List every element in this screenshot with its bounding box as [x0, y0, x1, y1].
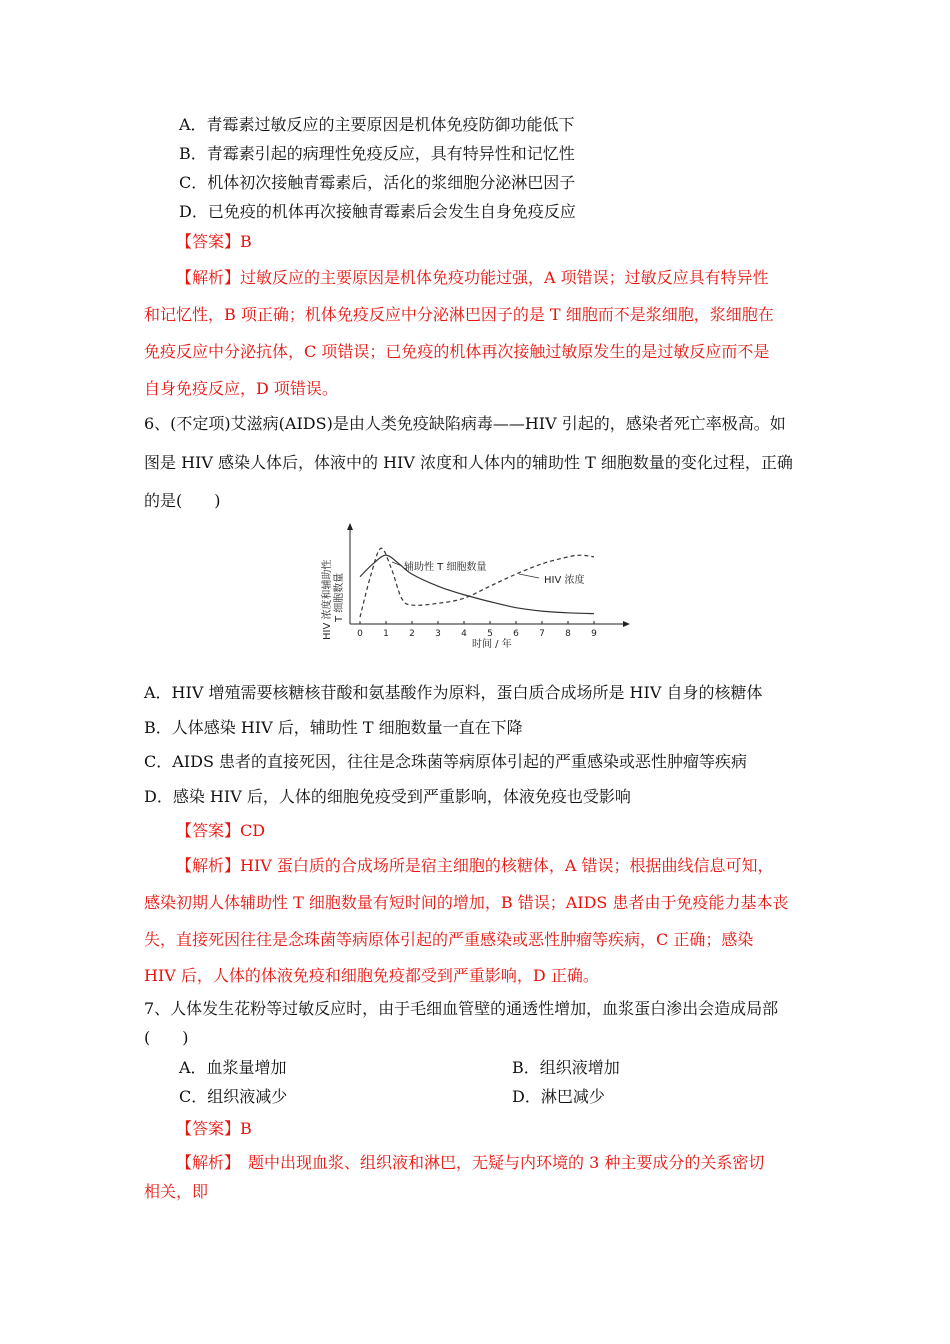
q7-stem-line: ( ) [144, 1028, 189, 1047]
q5-option-a: A．青霉素过敏反应的主要原因是机体免疫防御功能低下 [179, 115, 575, 134]
q6-analysis-line: 【解析】HIV 蛋白质的合成场所是宿主细胞的核糖体，A 错误；根据曲线信息可知， [176, 856, 774, 875]
x-axis-label: 时间 / 年 [472, 639, 512, 650]
q7-option-d: D．淋巴减少 [512, 1087, 605, 1106]
q6-stem-line: 6、(不定项)艾滋病(AIDS)是由人类免疫缺陷病毒——HIV 引起的，感染者死亡率极高。如 [144, 414, 786, 433]
q6-option-d: D．感染 HIV 后，人体的细胞免疫受到严重影响，体液免疫也受影响 [144, 787, 631, 806]
q7-option-a: A．血浆量增加 [179, 1058, 287, 1077]
y-axis-label [320, 560, 345, 641]
q5-option-d: D．已免疫的机体再次接触青霉素后会发生自身免疫反应 [179, 202, 576, 221]
hiv-label-leader [519, 574, 539, 578]
q5-option-b: B．青霉素引起的病理性免疫反应，具有特异性和记忆性 [179, 144, 575, 163]
x-tick-label: 7 [539, 629, 545, 639]
q6-option-c: C．AIDS 患者的直接死因，往往是念珠菌等病原体引起的严重感染或恶性肿瘤等疾病 [144, 752, 747, 771]
x-tick-label: 9 [591, 629, 597, 639]
q6-stem-line: 的是( ) [144, 491, 221, 510]
x-tick-label: 1 [383, 629, 389, 639]
q7-analysis-line: 相关，即 [144, 1182, 209, 1201]
x-tick-label: 5 [487, 629, 493, 639]
y-axis-label-line1: HIV 浓度和辅助性 [322, 559, 333, 640]
q6-option-b: B．人体感染 HIV 后，辅助性 T 细胞数量一直在下降 [144, 718, 523, 737]
x-tick-label: 6 [513, 629, 519, 639]
x-tick-label: 3 [435, 629, 441, 639]
q5-option-c: C．机体初次接触青霉素后，活化的浆细胞分泌淋巴因子 [179, 173, 576, 192]
hiv-chart [320, 520, 640, 655]
x-tick-label: 4 [461, 629, 467, 639]
q7-answer: 【答案】B [176, 1119, 252, 1138]
q7-analysis-line: 【解析】 题中出现血浆、组织液和淋巴，无疑与内环境的 3 种主要成分的关系密切 [176, 1153, 765, 1172]
t-cell-series-label: 辅助性 T 细胞数量 [404, 562, 487, 573]
hiv-series-label: HIV 浓度 [544, 575, 585, 586]
q6-analysis-line: 失，直接死因往往是念珠菌等病原体引起的严重感染或恶性肿瘤等疾病，C 正确；感染 [144, 930, 754, 949]
x-tick-label: 0 [357, 629, 363, 639]
y-axis-arrow [347, 523, 353, 530]
x-tick-label: 8 [565, 629, 571, 639]
y-axis-label-line2: T 细胞数量 [334, 572, 345, 622]
q5-analysis-line: 和记忆性，B 项正确；机体免疫反应中分泌淋巴因子的是 T 细胞而不是浆细胞，浆细胞在 [144, 305, 774, 324]
q5-answer: 【答案】B [176, 232, 252, 251]
q6-analysis-line: 感染初期人体辅助性 T 细胞数量有短时间的增加，B 错误；AIDS 患者由于免疫能力基本丧 [144, 893, 789, 912]
x-tick-label: 2 [409, 629, 415, 639]
q5-analysis-line: 【解析】过敏反应的主要原因是机体免疫功能过强，A 项错误；过敏反应具有特异性 [176, 268, 769, 287]
q6-answer: 【答案】CD [176, 821, 266, 840]
q6-stem-line: 图是 HIV 感染人体后，体液中的 HIV 浓度和人体内的辅助性 T 细胞数量的变化过程，正确 [144, 453, 793, 472]
x-axis-arrow [623, 621, 630, 627]
q7-option-b: B．组织液增加 [512, 1058, 620, 1077]
q6-analysis-line: HIV 后，人体的体液免疫和细胞免疫都受到严重影响，D 正确。 [144, 966, 599, 985]
q7-option-c: C．组织液减少 [179, 1087, 288, 1106]
q5-analysis-line: 免疫反应中分泌抗体，C 项错误；已免疫的机体再次接触过敏原发生的是过敏反应而不是 [144, 342, 770, 361]
q7-stem-line: 7、人体发生花粉等过敏反应时，由于毛细血管壁的通透性增加，血浆蛋白渗出会造成局部 [144, 999, 779, 1018]
q6-option-a: A．HIV 增殖需要核糖核苷酸和氨基酸作为原料，蛋白质合成场所是 HIV 自身的核糖体 [144, 683, 763, 702]
q5-analysis-line: 自身免疫反应，D 项错误。 [144, 379, 338, 398]
